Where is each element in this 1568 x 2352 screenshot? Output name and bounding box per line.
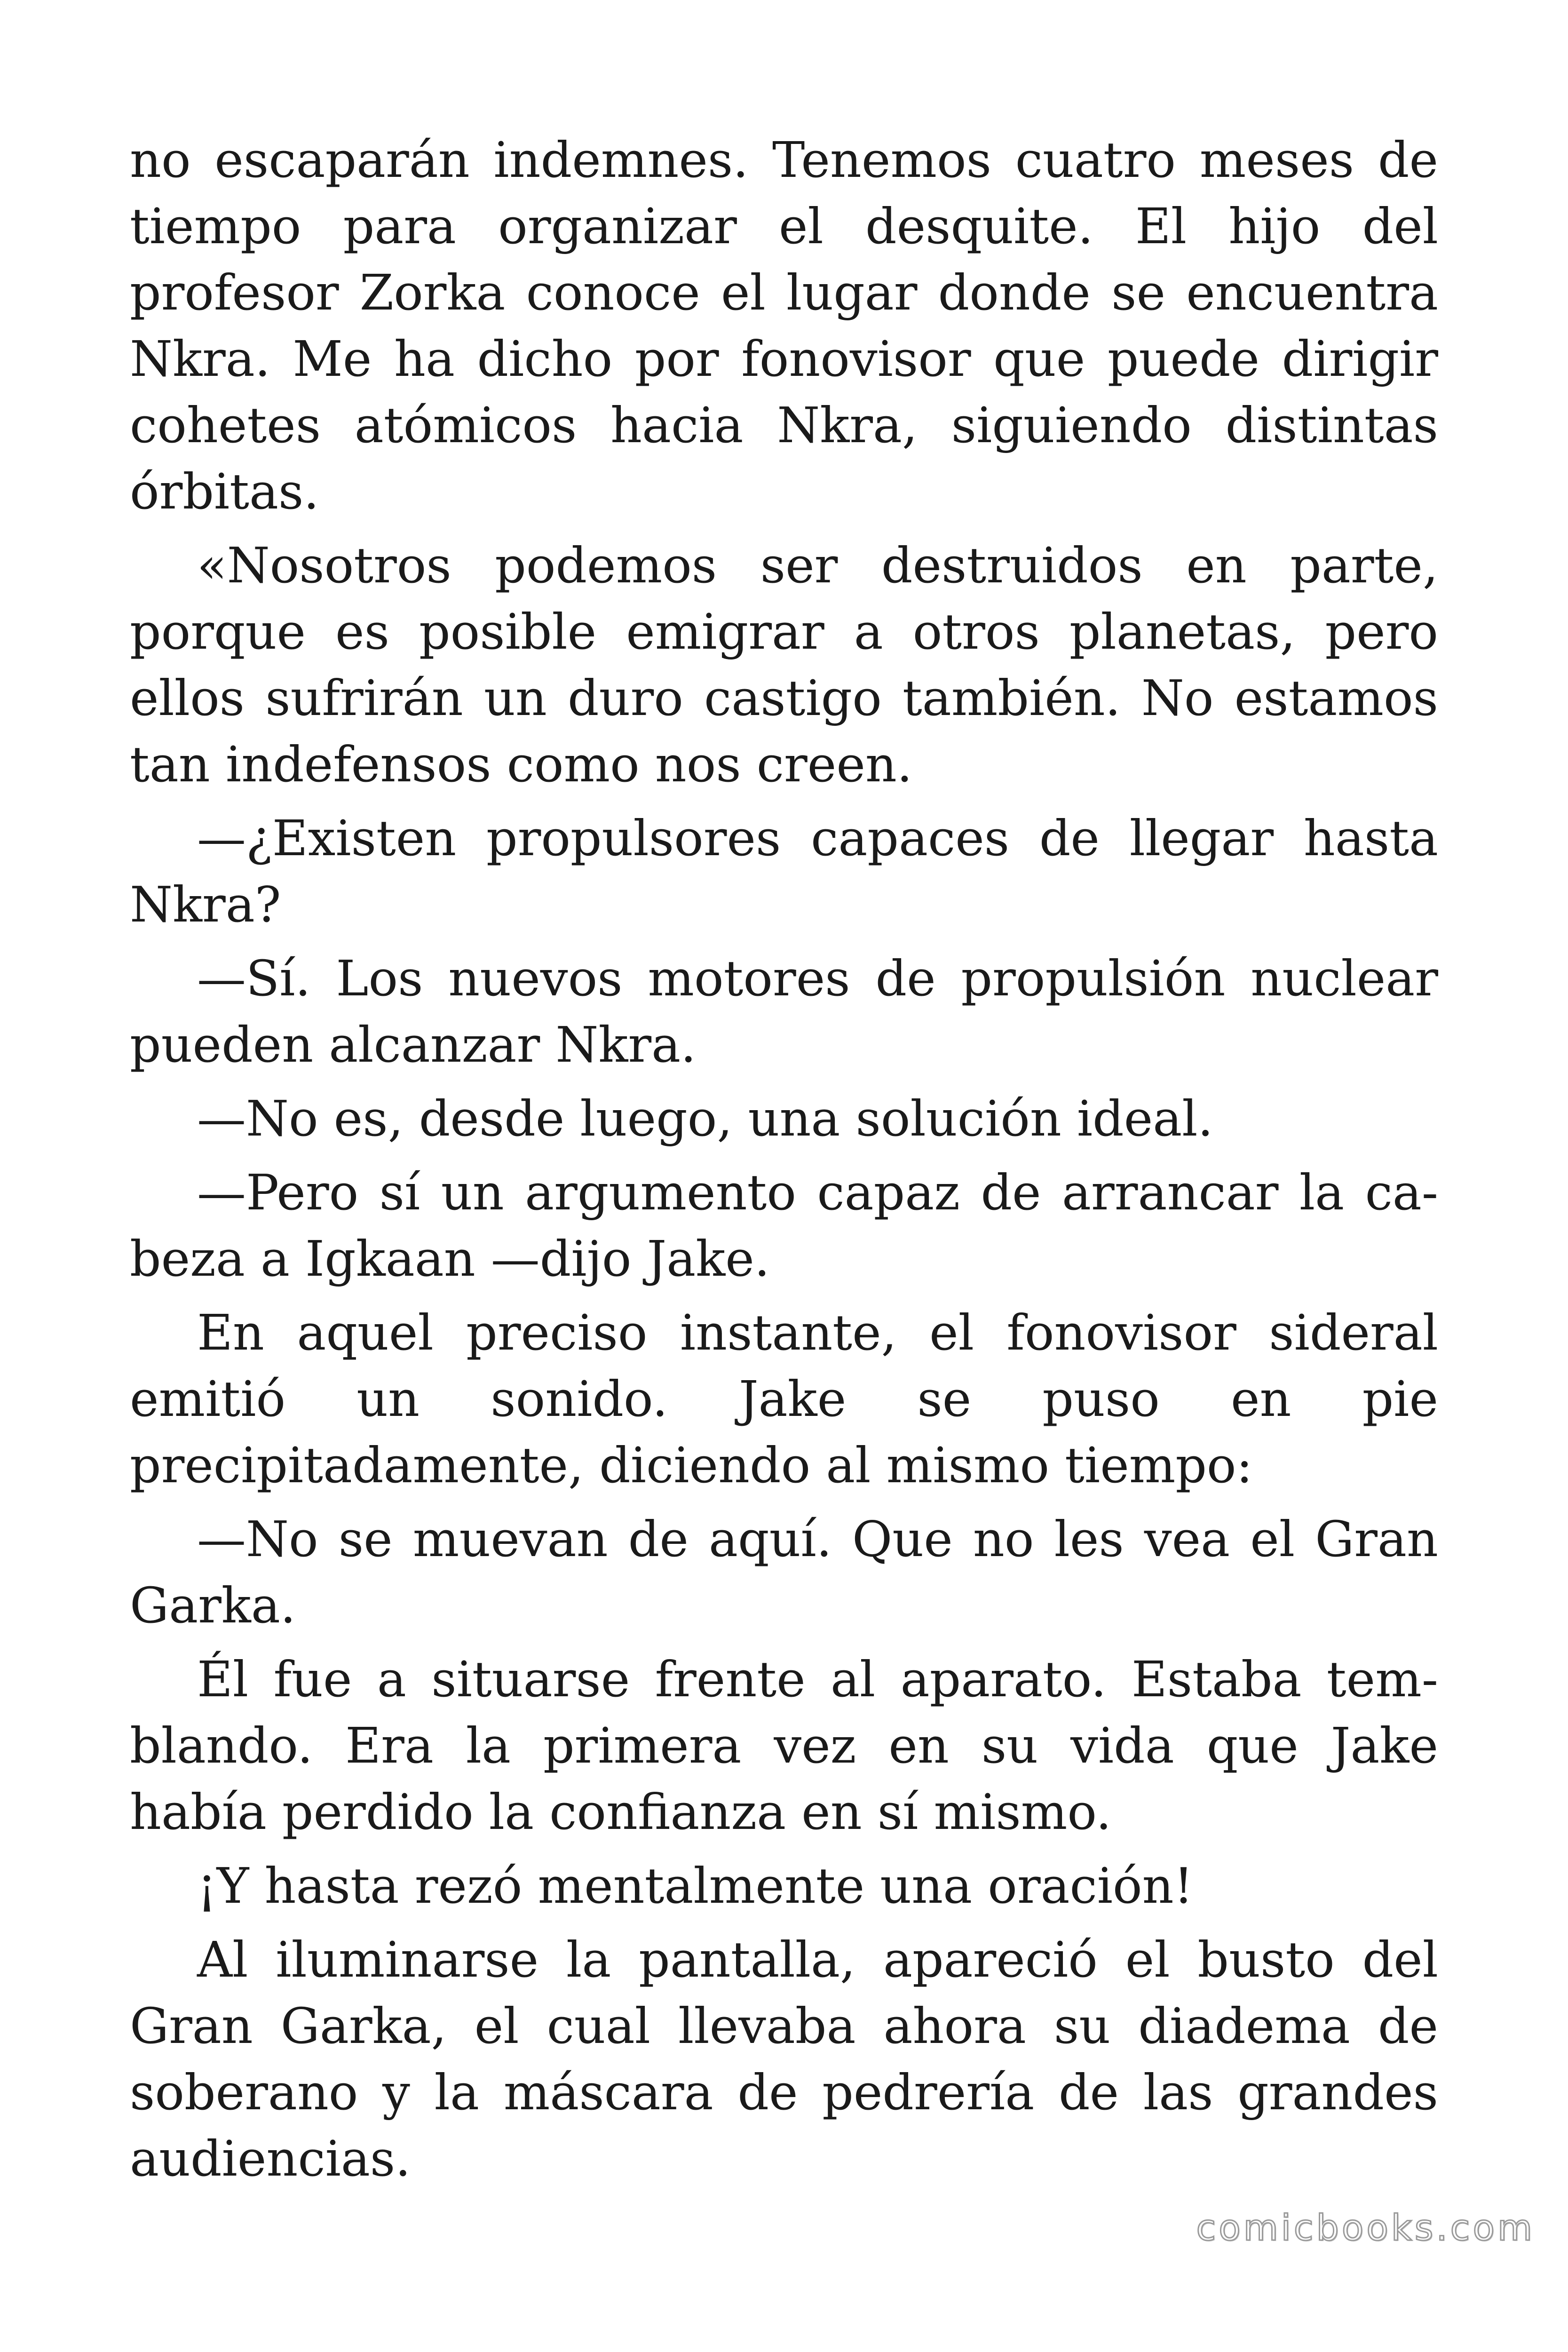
paragraph-8: —No se muevan de aquí. Que no les vea el Gran Garka. (130, 1510, 1438, 1634)
paragraph-4: —Sí. Los nuevos motores de propulsión nuclear pueden alcanzar Nkra. (130, 950, 1438, 1073)
paragraph-3: —¿Existen propulsores capaces de llegar hasta Nkra? (130, 810, 1438, 933)
paragraph-10: ¡Y hasta rezó mentalmente una oración! (197, 1857, 1194, 1915)
paragraph-9: Él fue a situarse frente al aparato. Estaba temblando. Era la primera vez en su vida que Jake había perdido la confianza en sí mismo. (130, 1651, 1438, 1841)
watermark: comicbooks.com (1196, 2207, 1535, 2249)
paragraph-1: no escaparán indemnes. Tenemos cuatro meses de tiempo para organizar el desquite. El hijo del profesor Zorka conoce el lugar donde se encuentra Nkra. Me ha dicho por fonovisor que puede dirigir cohetes atómicos hacia Nkra, siguiendo distintas órbitas. (130, 131, 1438, 520)
paragraph-2: «Nosotros podemos ser destruidos en parte, porque es posible emigrar a otros planetas, pero ellos sufrirán un duro castigo también. No estamos tan indefensos como nos creen. (130, 537, 1438, 793)
paragraph-11: Al iluminarse la pantalla, apareció el busto del Gran Garka, el cual llevaba ahora su diadema de soberano y la máscara de pedrería de las grandes audiencias. (130, 1931, 1438, 2187)
paragraph-7: En aquel preciso instante, el fonovisor sideral emitió un sonido. Jake se puso en pie precipitadamente, diciendo al mismo tiempo: (130, 1304, 1438, 1494)
page-text (130, 127, 1438, 2200)
paragraph-6: —Pero sí un argumento capaz de arrancar la cabeza a Igkaan —dijo Jake. (130, 1164, 1438, 1287)
paragraph-5: —No es, desde luego, una solución ideal. (197, 1090, 1213, 1147)
